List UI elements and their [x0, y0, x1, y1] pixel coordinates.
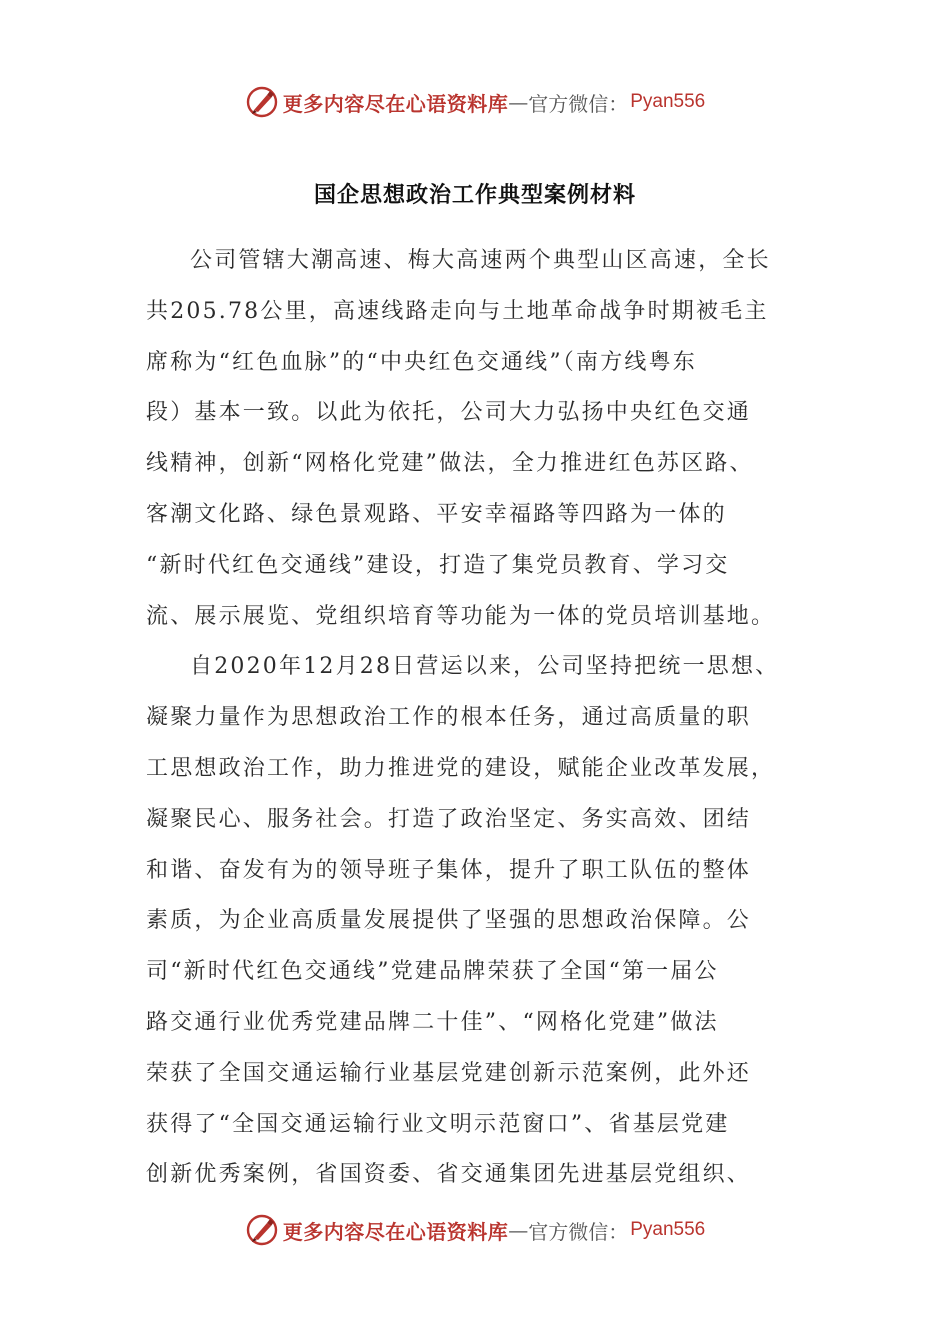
text-line: 凝聚民心、服务社会。打造了政治坚定、务实高效、团结 [146, 806, 752, 832]
banner-official-label: 官方微信： [528, 91, 629, 116]
text-line: 凝聚力量作为思想政治工作的根本任务，通过高质量的职 [146, 705, 752, 731]
text-line: “新时代红色交通线”建设，打造了集党员教育、学习交 [146, 552, 730, 578]
document-body [146, 236, 802, 1201]
text-line: 共205.78公里，高速线路走向与土地革命战争时期被毛主 [146, 298, 769, 324]
text-line: 和谐、奋发有为的领导班子集体，提升了职工队伍的整体 [146, 857, 752, 883]
text-line: 客潮文化路、绿色景观路、平安幸福路等四路为一体的 [146, 501, 727, 527]
text-line: 司“新时代红色交通线”党建品牌荣获了全国“第一届公 [146, 959, 719, 985]
pen-circle-icon [245, 1213, 279, 1247]
text-line: 段）基本一致。以此为依托，公司大力弘扬中央红色交通 [146, 400, 752, 426]
text-line: 工思想政治工作，助力推进党的建设，赋能企业改革发展， [146, 755, 776, 781]
text-line: 获得了“全国交通运输行业文明示范窗口”、省基层党建 [146, 1111, 730, 1137]
document-title: 国企思想政治工作典型案例材料 [313, 183, 636, 208]
text-line: 创新优秀案例，省国资委、省交通集团先进基层党组织、 [146, 1162, 752, 1188]
text-line: 荣获了全国交通运输行业基层党建创新示范案例，此外还 [146, 1060, 752, 1086]
banner-wechat-id: Pyan556 [630, 1219, 706, 1240]
pen-circle-icon [245, 85, 279, 119]
text-line: 公司管辖大潮高速、梅大高速两个典型山区高速，全长 [190, 248, 771, 273]
text-line: 自2020年12月28日营运以来，公司坚持把统一思想、 [190, 654, 780, 680]
banner-dash: — [508, 90, 529, 114]
header-banner [0, 82, 950, 122]
banner-wechat-id: Pyan556 [630, 91, 706, 112]
text-line: 席称为“红色血脉”的“中央红色交通线”（南方线粤东 [146, 349, 697, 375]
paragraph-1 [146, 236, 802, 642]
text-line: 线精神，创新“网格化党建”做法，全力推进红色苏区路、 [146, 451, 754, 477]
banner-official-label: 官方微信： [528, 1219, 629, 1244]
text-line: 路交通行业优秀党建品牌二十佳”、“网格化党建”做法 [146, 1009, 719, 1035]
banner-dash: — [508, 1218, 529, 1242]
paragraph-2 [146, 642, 802, 1201]
banner-main-text: 更多内容尽在心语资料库 [282, 91, 509, 116]
text-line: 素质，为企业高质量发展提供了坚强的思想政治保障。公 [146, 908, 752, 934]
footer-banner [0, 1210, 950, 1250]
banner-main-text: 更多内容尽在心语资料库 [282, 1219, 509, 1244]
text-line: 流、展示展览、党组织培育等功能为一体的党员培训基地。 [146, 603, 776, 629]
